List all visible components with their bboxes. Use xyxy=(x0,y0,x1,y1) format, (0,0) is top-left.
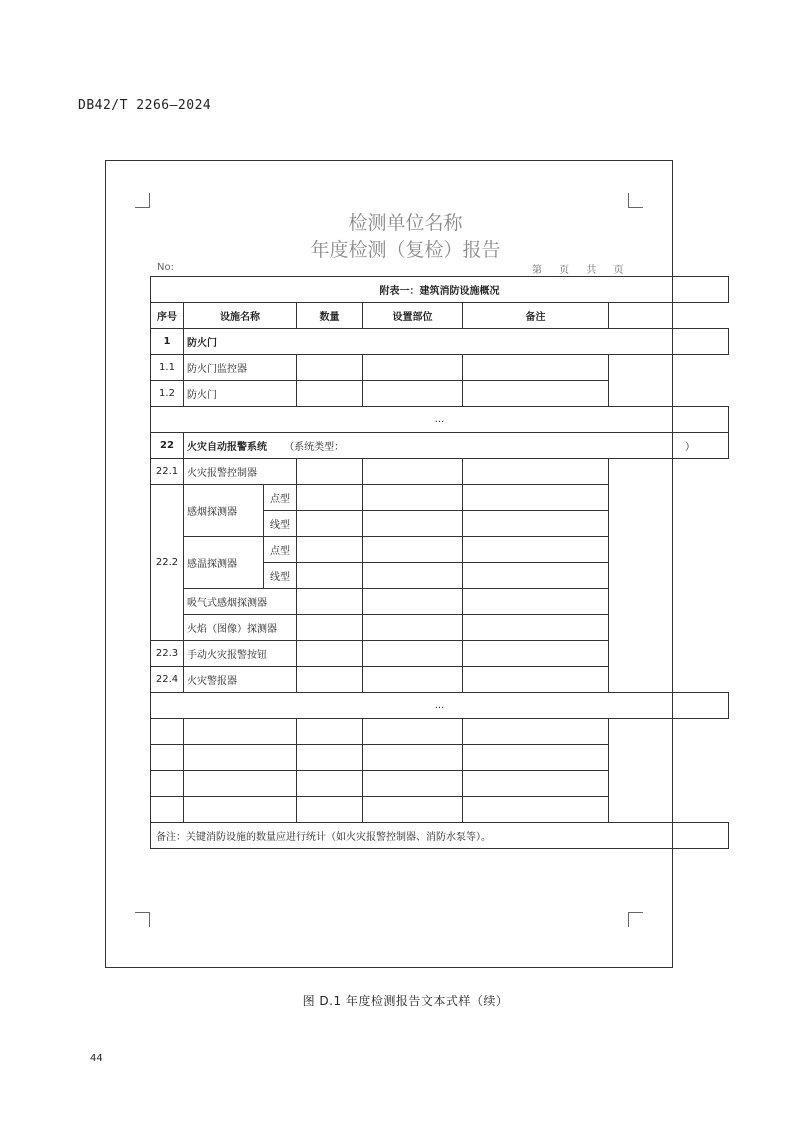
header-name: 设施名称 xyxy=(184,303,297,329)
table-row xyxy=(151,485,729,511)
note-row xyxy=(151,823,729,849)
sub-type: 点型 xyxy=(264,485,297,511)
row-seq: 1.1 xyxy=(151,355,184,381)
section-row-fire-door xyxy=(151,329,729,355)
table-row xyxy=(151,667,729,693)
sub-type: 线型 xyxy=(264,563,297,589)
row-name: 防火门监控器 xyxy=(184,355,297,381)
corner-mark-top-left xyxy=(135,193,150,208)
section-name-cell xyxy=(184,433,729,459)
row-name: 火灾报警控制器 xyxy=(184,459,297,485)
page-number: 44 xyxy=(90,1053,103,1064)
ellipsis-row xyxy=(151,693,729,719)
table-caption-row xyxy=(151,277,729,303)
row-name: 火灾警报器 xyxy=(184,667,297,693)
system-type-close: ） xyxy=(685,442,696,453)
report-title-unit: 检测单位名称 xyxy=(348,212,463,234)
table-row xyxy=(151,589,729,615)
section-seq: 22 xyxy=(151,433,184,459)
row-seq: 1.2 xyxy=(151,381,184,407)
row-name: 吸气式感烟探测器 xyxy=(184,589,297,615)
table-row xyxy=(151,615,729,641)
section-name: 防火门 xyxy=(184,329,729,355)
section-name: 火灾自动报警系统 xyxy=(187,442,267,453)
table-note: 备注：关键消防设施的数量应进行统计（如火灾报警控制器、消防水泵等）。 xyxy=(151,823,729,849)
ellipsis: ... xyxy=(151,407,729,433)
row-seq: 22.1 xyxy=(151,459,184,485)
corner-mark-bottom-left xyxy=(135,912,150,927)
table-row-empty xyxy=(151,719,729,745)
report-number-label: No: xyxy=(157,262,174,273)
row-name: 火焰（图像）探测器 xyxy=(184,615,297,641)
report-title-main: 年度检测（复检）报告 xyxy=(310,239,501,261)
section-row-fire-alarm xyxy=(151,433,729,459)
row-name: 手动火灾报警按钮 xyxy=(184,641,297,667)
system-type-label: （系统类型： xyxy=(284,442,345,453)
corner-mark-top-right xyxy=(628,193,643,208)
sub-type: 点型 xyxy=(264,537,297,563)
table-row-empty xyxy=(151,745,729,771)
header-location: 设置部位 xyxy=(363,303,463,329)
table-row-empty xyxy=(151,771,729,797)
header-qty: 数量 xyxy=(297,303,363,329)
row-seq: 22.3 xyxy=(151,641,184,667)
row-name: 感烟探测器 xyxy=(184,485,264,537)
ellipsis-row xyxy=(151,407,729,433)
row-seq: 22.2 xyxy=(151,485,184,641)
table-row xyxy=(151,381,729,407)
ellipsis: ... xyxy=(151,693,729,719)
row-name: 防火门 xyxy=(184,381,297,407)
header-seq: 序号 xyxy=(151,303,184,329)
table-row xyxy=(151,641,729,667)
header-note: 备注 xyxy=(463,303,609,329)
figure-caption: 图 D.1 年度检测报告文本式样（续） xyxy=(302,994,509,1008)
table-row xyxy=(151,355,729,381)
sub-type: 线型 xyxy=(264,511,297,537)
row-seq: 22.4 xyxy=(151,667,184,693)
corner-mark-bottom-right xyxy=(628,912,643,927)
section-seq: 1 xyxy=(151,329,184,355)
page-count-label: 第 页 共 页 xyxy=(532,265,628,276)
table-header-row xyxy=(151,303,729,329)
row-name: 感温探测器 xyxy=(184,537,264,589)
table-row xyxy=(151,537,729,563)
table-caption: 附表一：建筑消防设施概况 xyxy=(151,277,729,303)
document-id: DB42/T 2266—2024 xyxy=(78,98,212,113)
table-row xyxy=(151,459,729,485)
table-row-empty xyxy=(151,797,729,823)
facilities-table xyxy=(150,276,729,849)
